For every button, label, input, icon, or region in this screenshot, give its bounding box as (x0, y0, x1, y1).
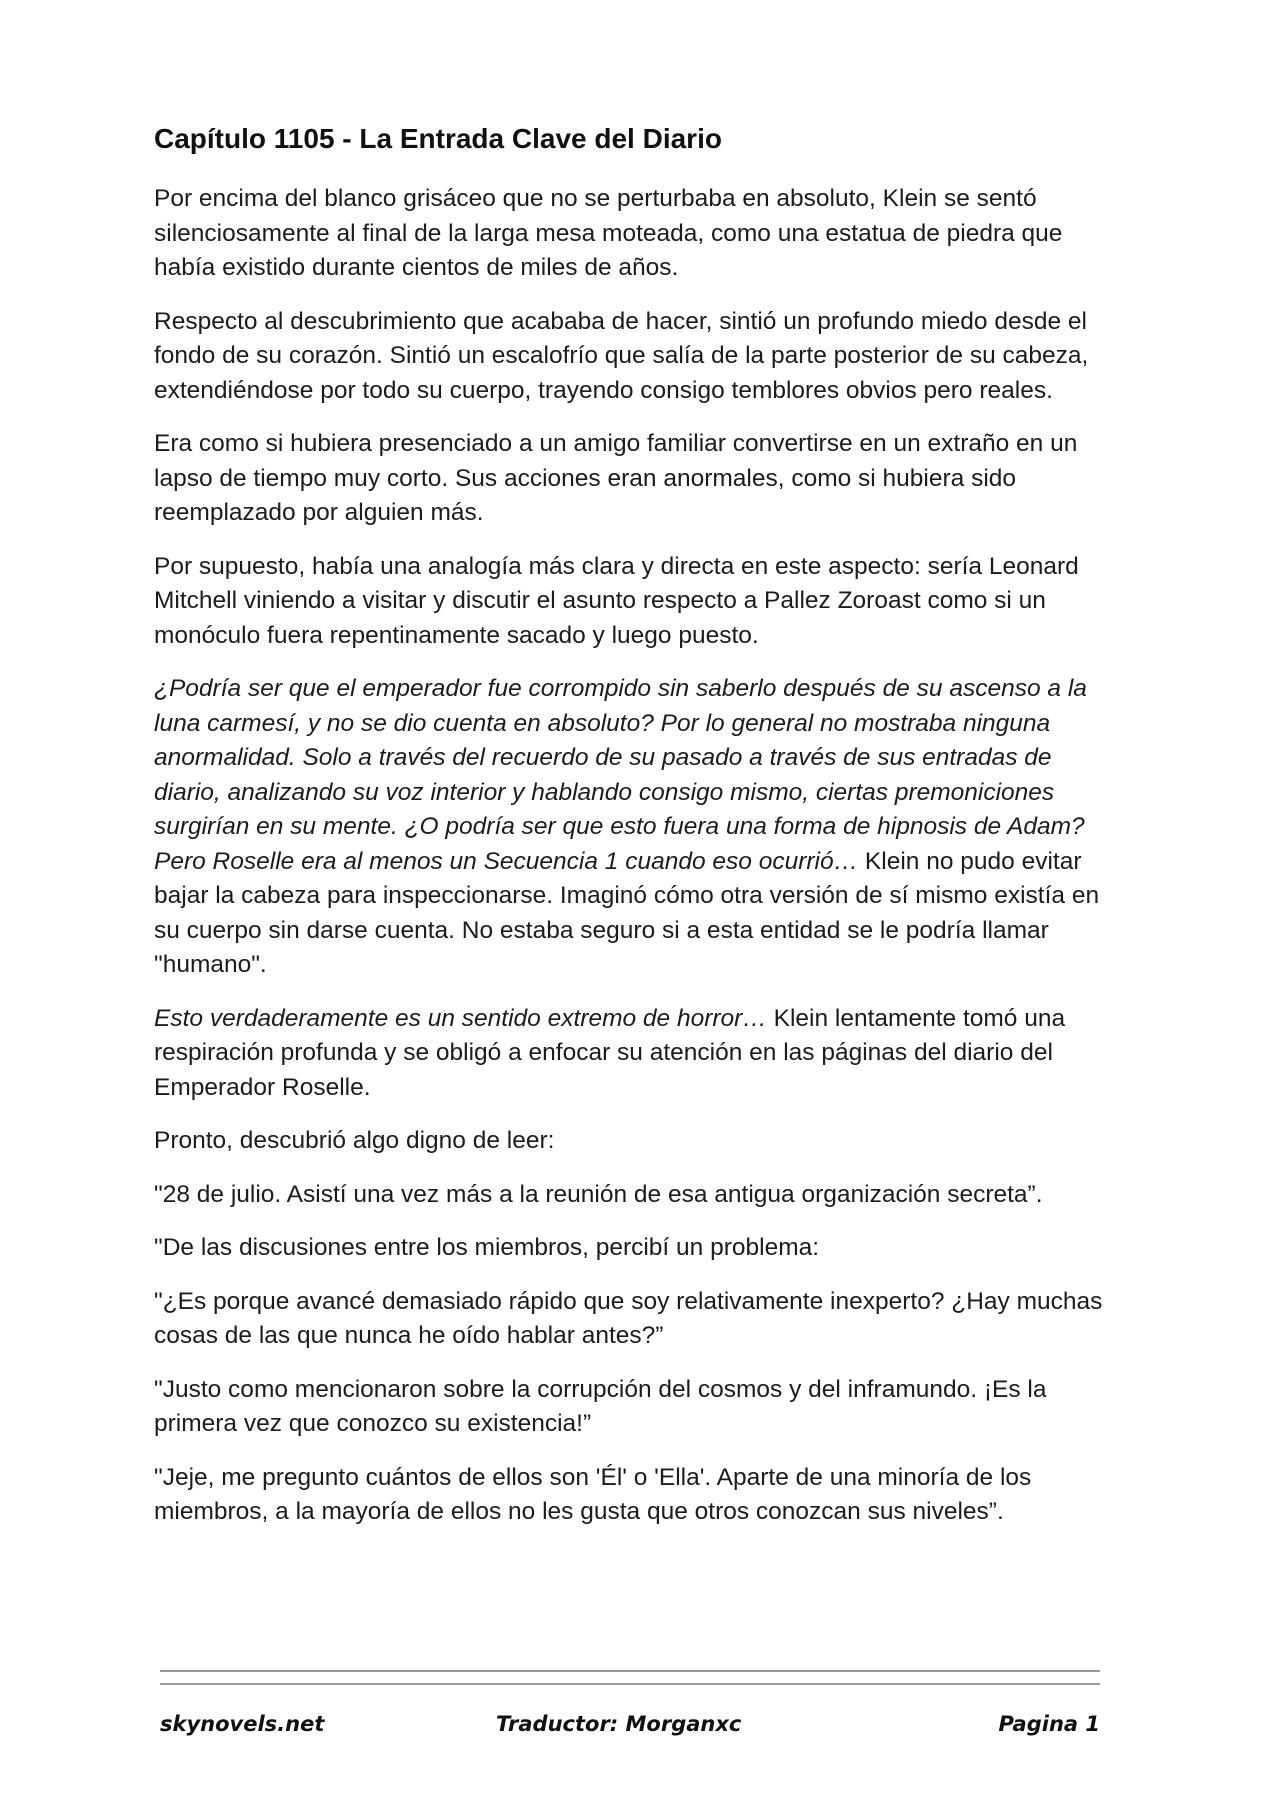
footer-page-number: Pagina 1 (998, 1712, 1100, 1736)
paragraph-12: "Jeje, me pregunto cuántos de ellos son 'Él' o 'Ella'. Aparte de una minoría de los miembros, a la mayoría de ellos no les gusta que otros conozcan sus niveles”. (154, 1463, 1032, 1525)
chapter-title: Capítulo 1105 - La Entrada Clave del Diario (154, 123, 722, 154)
paragraph-7: Pronto, descubrió algo digno de leer: (154, 1127, 555, 1154)
footer-translator: Traductor: Morganxc (496, 1712, 742, 1736)
paragraph-6 (154, 1002, 1104, 1106)
footer-rule-top (160, 1670, 1100, 1672)
paragraph-10: "¿Es porque avancé demasiado rápido que soy relativamente inexperto? ¿Hay muchas cosas de las que nunca he oído hablar antes?” (154, 1287, 1103, 1349)
page-footer (160, 1712, 1100, 1748)
paragraph-6-thought: Esto verdaderamente es un sentido extremo de horror… (154, 1004, 767, 1032)
paragraph-5-thought: ¿Podría ser que el emperador fue corrompido sin saberlo después de su ascenso a la luna carmesí, y no se dio cuenta en absoluto? Por lo general no mostraba ninguna anormalidad. Solo a través del recuerdo de su pasado a través de sus entradas de diario, analizando su voz interior y hablando consigo mismo, ciertas premoniciones surgirían en su mente. ¿O podría ser que esto fuera una forma de hipnosis de Adam? Pero Roselle era al menos un Secuencia 1 cuando eso ocurrió… (154, 675, 1087, 875)
paragraph-5 (154, 672, 1104, 983)
paragraph-3: Era como si hubiera presenciado a un amigo familiar convertirse en un extraño en un lapso de tiempo muy corto. Sus acciones eran anormales, como si hubiera sido reemplazado por alguien más. (154, 430, 1078, 526)
paragraph-4: Por supuesto, había una analogía más clara y directa en este aspecto: sería Leonard Mitchell viniendo a visitar y discutir el asunto respecto a Pallez Zoroast como si un monóculo fuera repentinamente sacado y luego puesto. (154, 552, 1079, 649)
footer-rule-bottom (160, 1683, 1100, 1685)
paragraph-1: Por encima del blanco grisáceo que no se perturbaba en absoluto, Klein se sentó silenciosamente al final de la larga mesa moteada, como una estatua de piedra que había existido durante cientos de miles de años. (154, 185, 1063, 281)
footer-divider (160, 1670, 1100, 1685)
document-body (154, 118, 1104, 1549)
paragraph-2: Respecto al descubrimiento que acababa de hacer, sintió un profundo miedo desde el fondo de su corazón. Sintió un escalofrío que salía de la parte posterior de su cabeza, extendiéndose por todo su cuerpo, trayendo consigo temblores obvios pero reales. (154, 307, 1089, 404)
paragraph-5-narration: Klein no pudo evitar bajar la cabeza para inspeccionarse. Imaginó cómo otra versión de sí mismo existía en su cuerpo sin darse cuenta. No estaba seguro si a esta entidad se le podría llamar "humano". (154, 847, 1100, 978)
paragraph-11: "Justo como mencionaron sobre la corrupción del cosmos y del inframundo. ¡Es la primera vez que conozco su existencia!” (154, 1375, 1047, 1437)
footer-site: skynovels.net (160, 1712, 325, 1736)
paragraph-6-narration: Klein lentamente tomó una respiración profunda y se obligó a enfocar su atención en las páginas del diario del Emperador Roselle. (154, 1004, 1066, 1101)
paragraph-8: "28 de julio. Asistí una vez más a la reunión de esa antigua organización secreta”. (154, 1180, 1043, 1208)
paragraph-9: "De las discusiones entre los miembros, percibí un problema: (154, 1234, 820, 1261)
